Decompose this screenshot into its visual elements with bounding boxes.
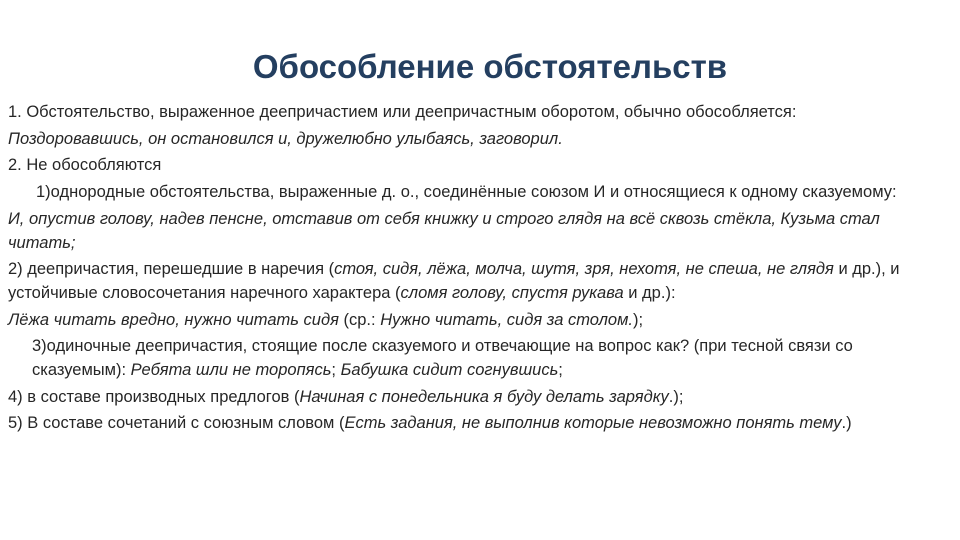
rule-2-2-text-c: и др.), и устойчивые словосочетания наречного характера ( [8, 260, 900, 302]
rule-2-5-end: .) [841, 414, 852, 433]
rule-2-5 [8, 412, 920, 436]
rule-2-4-text: 4) в составе производных предлогов ( [8, 387, 300, 406]
rule-2-3-text: 3)одиночные деепричастия, стоящие после сказуемого и отвечающие на вопрос как? (при тесной связи со сказуемым): [32, 337, 853, 380]
rule-2-2-text-e: и др.): [623, 283, 676, 302]
rule-2-2-example-a: Лёжа читать вредно, нужно читать сидя [8, 310, 339, 329]
rule-2-4-end: .); [668, 387, 684, 406]
slide-title: Обособление обстоятельств [252, 48, 728, 85]
rule-2-2-example-d: ); [632, 310, 644, 329]
rule-2-2 [8, 258, 920, 305]
rule-2-2-example-b: (ср.: [338, 310, 381, 329]
rule-2-3 [8, 335, 920, 382]
rule-1: 1. Обстоятельство, выраженное деепричастием или деепричастным оборотом, обычно обособляется: [8, 103, 797, 121]
rule-2-2-examples: стоя, сидя, лёжа, молча, шутя, зря, нехотя, не спеша, не глядя [334, 260, 834, 279]
rule-2-2-idioms: сломя голову, спустя рукава [400, 283, 624, 302]
rule-2-4 [8, 386, 920, 410]
rule-2-2-example [8, 309, 920, 333]
rule-2-5-text: 5) В составе сочетаний с союзным словом ( [8, 414, 345, 433]
rule-2-1-text: 1)однородные обстоятельства, выраженные д. о., соединённые союзом И и относящиеся к одному сказуемому: [36, 183, 897, 202]
rule-2-2-text-a: 2) деепричастия, перешедшие в наречия ( [8, 260, 335, 279]
slide-body [8, 101, 920, 436]
rule-1-example: Поздоровавшись, он остановился и, дружелюбно улыбаясь, заговорил. [8, 129, 563, 148]
rule-2-1-example: И, опустив голову, надев пенсне, отставив от себя книжку и строго глядя на всё сквозь стёкла, Кузьма стал читать; [8, 209, 880, 252]
rule-2-5-example: Есть задания, не выполнив которые невозможно понять тему [344, 414, 842, 433]
rule-2-1 [8, 181, 920, 205]
rule-2: 2. Не обособляются [8, 156, 162, 175]
rule-2-3-example-2: Бабушка сидит согнувшись [340, 361, 559, 380]
rule-2-3-sep: ; [331, 361, 341, 380]
rule-2-3-end: ; [558, 361, 563, 380]
rule-2-4-example: Начиная с понедельника я буду делать зарядку [299, 387, 669, 406]
rule-2-2-example-c: Нужно читать, сидя за столом. [380, 310, 633, 329]
rule-2-3-example-1: Ребята шли не торопясь [130, 361, 332, 380]
